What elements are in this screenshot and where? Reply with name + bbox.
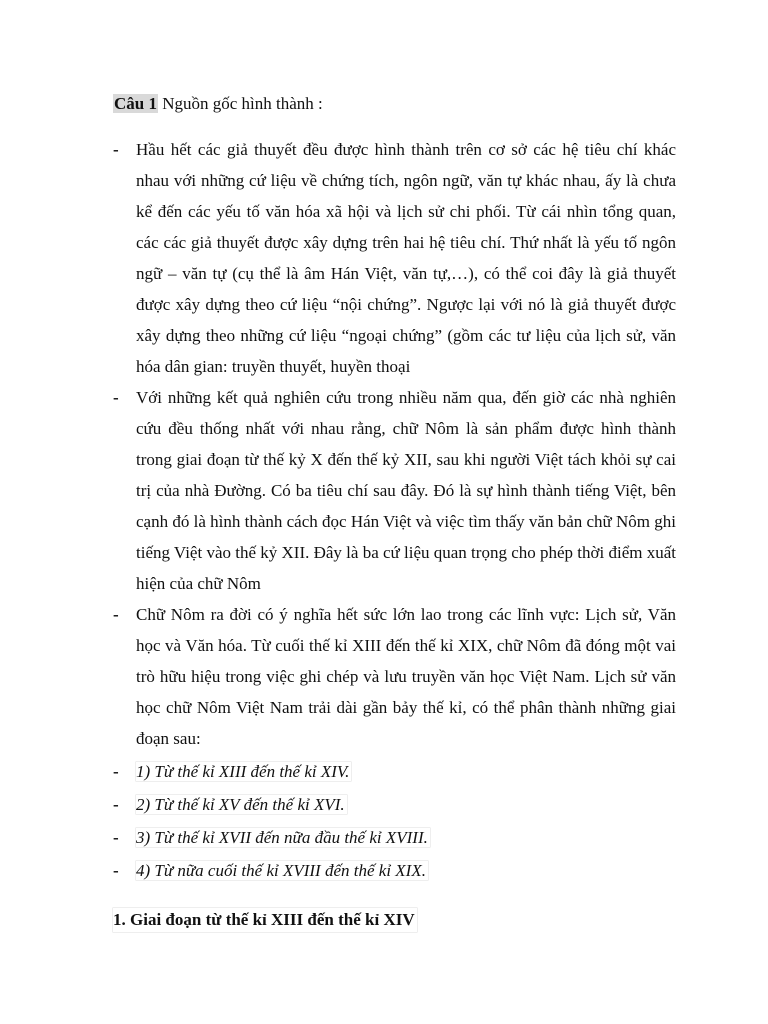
- bullet-dash: -: [113, 795, 119, 814]
- bullet-dash: -: [113, 828, 119, 847]
- list-item: [113, 382, 676, 599]
- period-text: 3) Từ thế kỉ XVII đến nữa đầu thế kỉ XVIII.: [136, 828, 428, 847]
- paragraph-list: [113, 134, 676, 886]
- section-title: 1. Giai đoạn từ thế kỉ XIII đến thế kỉ XIV: [113, 908, 417, 932]
- question-text: Nguồn gốc hình thành :: [157, 94, 323, 113]
- question-heading: [113, 92, 676, 116]
- question-label: Câu 1: [114, 94, 157, 113]
- bullet-dash: -: [113, 762, 119, 781]
- period-item: [113, 789, 676, 820]
- period-item: [113, 756, 676, 787]
- list-item: [113, 134, 676, 382]
- paragraph-text: Chữ Nôm ra đời có ý nghĩa hết sức lớn lao trong các lĩnh vực: Lịch sử, Văn học và Văn hóa. Từ cuối thế kỉ XIII đến thế kỉ XIX, chữ Nôm đã đóng một vai trò hữu hiệu trong việc ghi chép và lưu truyền văn học Việt Nam. Lịch sử văn học chữ Nôm Việt Nam trải dài gần bảy thế kỉ, có thể phân thành những giai đoạn sau:: [136, 605, 676, 748]
- bullet-dash: -: [113, 140, 119, 159]
- period-text: 4) Từ nữa cuối thế kỉ XVIII đến thế kỉ XIX.: [136, 861, 426, 880]
- paragraph-text: Hầu hết các giả thuyết đều được hình thành trên cơ sở các hệ tiêu chí khác nhau với những cứ liệu về chứng tích, ngôn ngữ, văn tự khác nhau, ấy là chưa kể đến các yếu tố văn hóa xã hội và lịch sử chi phối. Từ cái nhìn tổng quan, các các giả thuyết được xây dựng trên hai hệ tiêu chí. Thứ nhất là yếu tố ngôn ngữ – văn tự (cụ thể là âm Hán Việt, văn tự,…), có thể coi đây là giả thuyết được xây dựng theo cứ liệu “nội chứng”. Ngược lại với nó là giả thuyết được xây dựng theo những cứ liệu “ngoại chứng” (gồm các tư liệu của lịch sử, văn hóa dân gian: truyền thuyết, huyền thoại: [136, 140, 676, 376]
- paragraph-text: Với những kết quả nghiên cứu trong nhiều năm qua, đến giờ các nhà nghiên cứu đều thống nhất với nhau rằng, chữ Nôm là sản phẩm được hình thành trong giai đoạn từ thế kỷ X đến thế kỷ XII, sau khi người Việt tách khỏi sự cai trị của nhà Đường. Có ba tiêu chí sau đây. Đó là sự hình thành tiếng Việt, bên cạnh đó là hình thành cách đọc Hán Việt và việc tìm thấy văn bản chữ Nôm ghi tiếng Việt vào thế kỷ XII. Đây là ba cứ liệu quan trọng cho phép thời điểm xuất hiện của chữ Nôm: [136, 388, 676, 593]
- bullet-dash: -: [113, 388, 119, 407]
- period-text: 1) Từ thế kỉ XIII đến thế kỉ XIV.: [136, 762, 350, 781]
- bullet-dash: -: [113, 605, 119, 624]
- period-text: 2) Từ thế kỉ XV đến thế kỉ XVI.: [136, 795, 345, 814]
- period-item: [113, 822, 676, 853]
- period-item: [113, 855, 676, 886]
- bullet-dash: -: [113, 861, 119, 880]
- list-item: [113, 599, 676, 754]
